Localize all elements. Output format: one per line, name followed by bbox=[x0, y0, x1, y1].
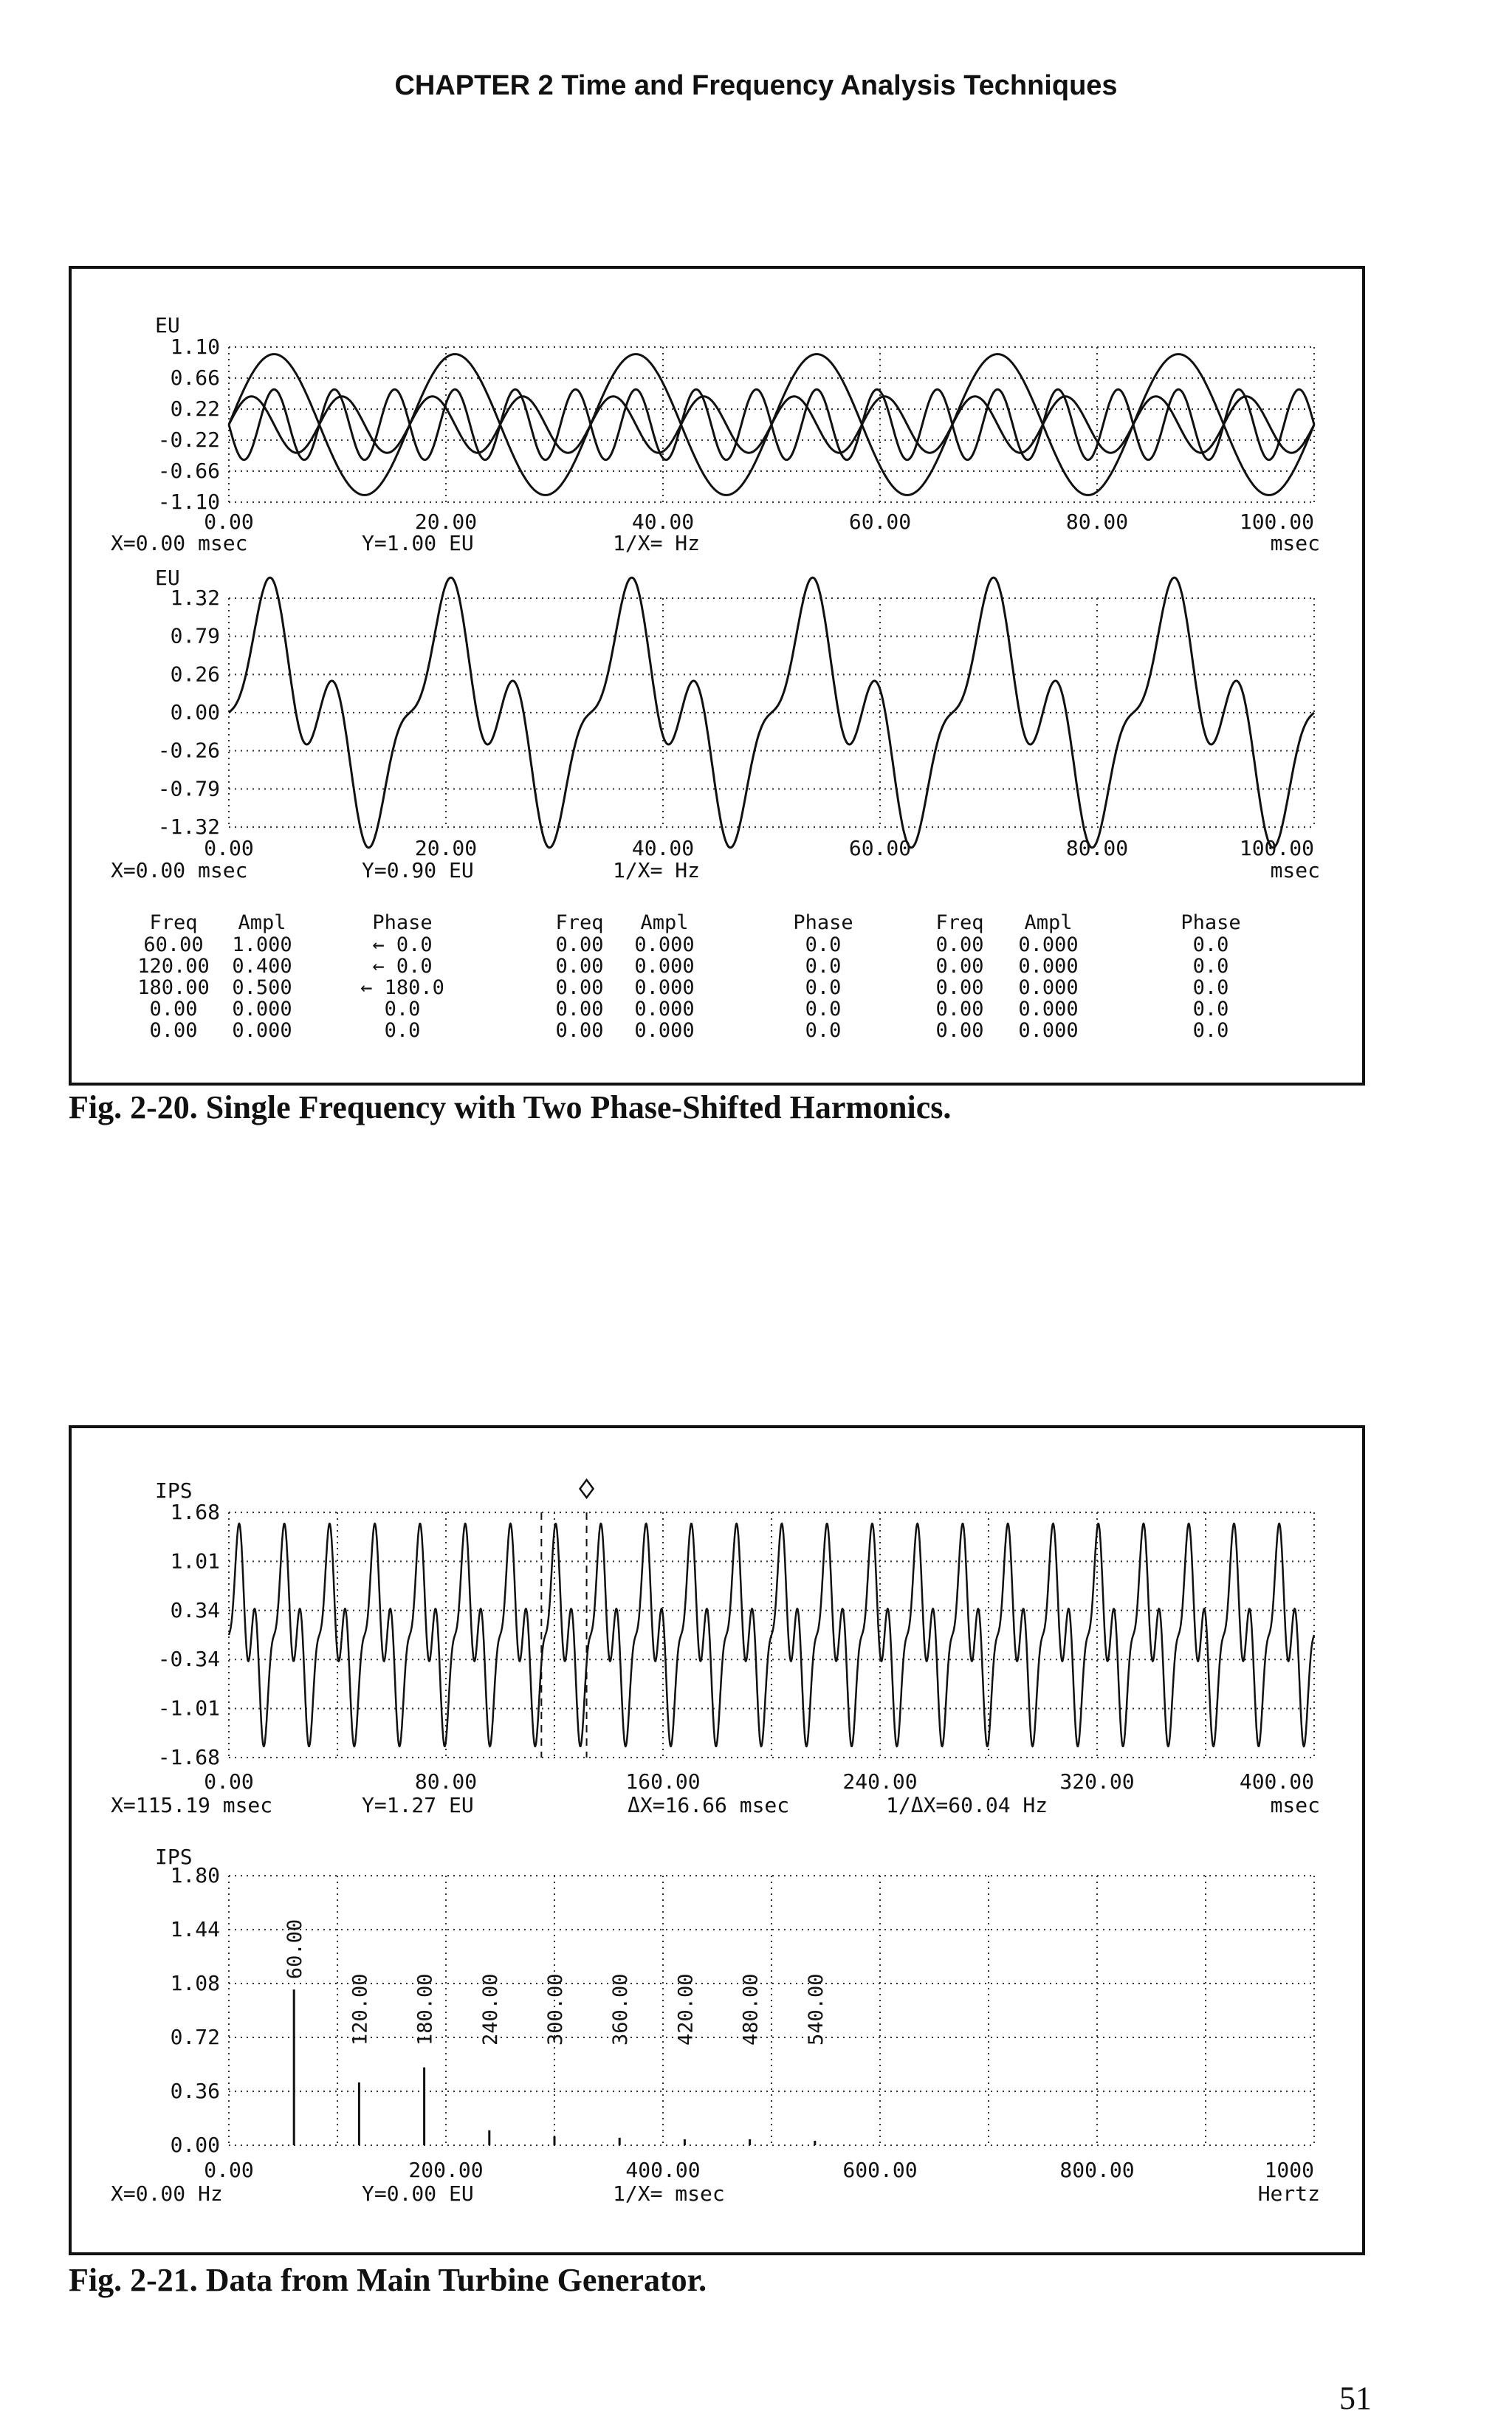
fig21-bottom-peak-label: 60.00 bbox=[284, 1919, 307, 1980]
fig20-top-y-tick-label: -0.22 bbox=[157, 428, 220, 452]
fig20-table-cell: 0.500 bbox=[232, 976, 292, 999]
fig20-bottom-y-tick-label: -1.32 bbox=[157, 815, 220, 839]
fig20-bottom-y-tick-label: 0.26 bbox=[170, 662, 220, 687]
fig20-top-unit-label: EU bbox=[155, 313, 180, 337]
fig21-bottom-y-tick-label: 0.00 bbox=[170, 2133, 220, 2157]
fig20-table-cell: 0.000 bbox=[1018, 998, 1079, 1021]
fig20-table-cell: 0.0 bbox=[805, 976, 842, 999]
fig20-table-cell: 0.00 bbox=[149, 1019, 198, 1042]
fig20-bottom-x-tick-label: 40.00 bbox=[631, 836, 695, 860]
fig21-top-x-tick-label: 80.00 bbox=[414, 1769, 478, 1794]
fig21-top-y-tick-label: 1.68 bbox=[170, 1500, 220, 1524]
fig20-table-cell: 0.00 bbox=[935, 1019, 984, 1042]
fig21-top-x-tick-label: 0.00 bbox=[204, 1769, 254, 1794]
fig20-top-y-tick-label: 0.66 bbox=[170, 366, 220, 390]
fig20-top-x-tick-label: 80.00 bbox=[1065, 510, 1129, 534]
figure-2-20-caption: Fig. 2-20. Single Frequency with Two Phase-Shifted Harmonics. bbox=[69, 1089, 952, 1125]
fig20-table-cell: 0.00 bbox=[935, 998, 984, 1021]
fig21-bottom-unit-label: IPS bbox=[155, 1845, 193, 1869]
fig20-bottom-x-tick-label: 80.00 bbox=[1065, 836, 1129, 860]
fig20-top-x-unit-label: msec bbox=[1270, 531, 1320, 555]
fig21-top-unit-label: IPS bbox=[155, 1478, 193, 1503]
fig20-table-cell: 0.0 bbox=[805, 998, 842, 1021]
fig21-bottom-y-tick-label: 1.44 bbox=[170, 1917, 220, 1941]
fig20-table-cell: ← 0.0 bbox=[372, 955, 433, 978]
fig21-bottom-x-tick-label: 1000 bbox=[1264, 2158, 1314, 2182]
fig20-top-y-tick-label: -0.66 bbox=[157, 459, 220, 483]
fig20-bottom-y-tick-label: 0.79 bbox=[170, 623, 220, 648]
fig20-bottom-y-tick-label: -0.26 bbox=[157, 738, 220, 763]
fig20-table-cell: 0.0 bbox=[384, 998, 421, 1021]
fig21-bottom-peak-label: 240.00 bbox=[478, 1973, 502, 2046]
fig21-bottom-status-text: 1/X= msec bbox=[613, 2181, 725, 2206]
fig20-table-cell: 0.0 bbox=[1192, 976, 1229, 999]
fig20-top-x-tick-label: 40.00 bbox=[631, 510, 695, 534]
fig21-bottom-y-tick-label: 1.80 bbox=[170, 1863, 220, 1888]
fig20-table-cell: 0.000 bbox=[232, 1019, 292, 1042]
fig20-top-x-tick-label: 100.00 bbox=[1239, 510, 1314, 534]
fig21-bottom-peak-label: 300.00 bbox=[544, 1973, 567, 2046]
fig20-table-header-ampl: Ampl bbox=[238, 911, 286, 934]
fig20-table-header-freq: Freq bbox=[555, 911, 604, 934]
fig20-bottom-y-tick-label: -0.79 bbox=[157, 776, 220, 801]
fig21-bottom-status-text: Y=0.00 EU bbox=[362, 2181, 474, 2206]
fig20-table-cell: 0.000 bbox=[634, 1019, 695, 1042]
fig20-top-x-tick-label: 20.00 bbox=[414, 510, 478, 534]
fig20-top-y-tick-label: 0.22 bbox=[170, 397, 220, 421]
fig20-table-cell: 0.000 bbox=[634, 955, 695, 978]
fig20-table-cell: 0.00 bbox=[555, 955, 604, 978]
fig21-top-x-tick-label: 400.00 bbox=[1239, 1769, 1314, 1794]
fig20-table-cell: 0.00 bbox=[555, 976, 604, 999]
fig21-bottom-x-tick-label: 200.00 bbox=[408, 2158, 484, 2182]
fig20-table-cell: 180.00 bbox=[137, 976, 210, 999]
fig21-top-y-tick-label: 0.34 bbox=[170, 1597, 220, 1622]
fig21-bottom-y-tick-label: 0.36 bbox=[170, 2079, 220, 2103]
fig20-table-cell: ← 0.0 bbox=[372, 933, 433, 956]
fig20-top-x-tick-label: 0.00 bbox=[204, 510, 254, 534]
fig20-table-cell: 0.000 bbox=[1018, 976, 1079, 999]
fig21-top-status-text: 1/ΔX=60.04 Hz bbox=[886, 1793, 1048, 1817]
fig21-bottom-x-tick-label: 400.00 bbox=[625, 2158, 701, 2182]
fig20-bottom-x-tick-label: 0.00 bbox=[204, 836, 254, 860]
fig21-bottom-peak-label: 540.00 bbox=[804, 1973, 828, 2046]
fig20-table-header-ampl: Ampl bbox=[1024, 911, 1073, 934]
fig20-table-cell: 0.00 bbox=[935, 933, 984, 956]
fig21-top-y-tick-label: 1.01 bbox=[170, 1549, 220, 1574]
fig20-table-cell: 0.00 bbox=[149, 998, 198, 1021]
fig20-top-x-tick-label: 60.00 bbox=[848, 510, 912, 534]
fig21-top-status-text: ΔX=16.66 msec bbox=[628, 1793, 790, 1817]
fig20-top-y-tick-label: 1.10 bbox=[170, 335, 220, 359]
fig21-bottom-peak-label: 360.00 bbox=[609, 1973, 633, 2046]
fig20-table-cell: 0.000 bbox=[232, 998, 292, 1021]
fig20-table-cell: 120.00 bbox=[137, 955, 210, 978]
fig21-bottom-x-tick-label: 0.00 bbox=[204, 2158, 254, 2182]
fig20-table-cell: 0.000 bbox=[1018, 933, 1079, 956]
fig20-table-cell: 0.000 bbox=[1018, 1019, 1079, 1042]
fig20-table-cell: 0.000 bbox=[634, 976, 695, 999]
fig20-bottom-status-text: 1/X= Hz bbox=[613, 858, 701, 882]
fig20-table-cell: 0.00 bbox=[935, 955, 984, 978]
fig20-bottom-x-unit-label: msec bbox=[1270, 858, 1320, 882]
fig21-top-y-tick-label: -1.01 bbox=[157, 1696, 220, 1721]
fig20-table-cell: 0.0 bbox=[1192, 1019, 1229, 1042]
fig20-table-header-phase: Phase bbox=[1181, 911, 1241, 934]
fig21-top-signal-line bbox=[229, 1523, 1314, 1746]
fig20-top-status-text: X=0.00 msec bbox=[111, 531, 248, 555]
fig20-bottom-unit-label: EU bbox=[155, 566, 180, 590]
fig21-top-y-tick-label: -1.68 bbox=[157, 1745, 220, 1769]
fig21-bottom-x-unit-label: Hertz bbox=[1257, 2181, 1320, 2206]
fig21-bottom-y-tick-label: 0.72 bbox=[170, 2025, 220, 2049]
fig21-cursor-marker-icon bbox=[580, 1480, 594, 1498]
fig20-table-cell: 1.000 bbox=[232, 933, 292, 956]
fig20-top-status-text: 1/X= Hz bbox=[613, 531, 701, 555]
fig21-bottom-y-tick-label: 1.08 bbox=[170, 1971, 220, 1995]
fig21-bottom-peak-label: 120.00 bbox=[348, 1973, 372, 2046]
fig21-bottom-peak-label: 420.00 bbox=[674, 1973, 698, 2046]
fig20-bottom-x-tick-label: 100.00 bbox=[1239, 836, 1314, 860]
fig21-top-status-text: X=115.19 msec bbox=[111, 1793, 273, 1817]
fig20-top-series-3-line bbox=[229, 389, 1314, 459]
fig21-top-x-tick-label: 160.00 bbox=[625, 1769, 701, 1794]
fig20-table-cell: 0.0 bbox=[1192, 933, 1229, 956]
fig20-top-status-text: Y=1.00 EU bbox=[362, 531, 474, 555]
fig21-top-x-tick-label: 240.00 bbox=[842, 1769, 918, 1794]
fig20-bottom-y-tick-label: 0.00 bbox=[170, 700, 220, 724]
fig20-bottom-y-tick-label: 1.32 bbox=[170, 586, 220, 610]
fig20-table-cell: 0.000 bbox=[634, 998, 695, 1021]
fig20-table-cell: 60.00 bbox=[143, 933, 204, 956]
fig20-table-cell: 0.0 bbox=[1192, 955, 1229, 978]
fig20-table-header-ampl: Ampl bbox=[640, 911, 689, 934]
fig21-top-x-unit-label: msec bbox=[1270, 1793, 1320, 1817]
fig20-table-header-phase: Phase bbox=[372, 911, 433, 934]
fig20-table-cell: 0.00 bbox=[935, 976, 984, 999]
fig21-bottom-x-tick-label: 800.00 bbox=[1059, 2158, 1135, 2182]
fig21-bottom-peak-label: 180.00 bbox=[413, 1973, 437, 2046]
fig21-top-y-tick-label: -0.34 bbox=[157, 1647, 220, 1672]
fig21-bottom-peak-label: 480.00 bbox=[739, 1973, 763, 2046]
fig20-bottom-status-text: Y=0.90 EU bbox=[362, 858, 474, 882]
fig20-table-cell: 0.0 bbox=[1192, 998, 1229, 1021]
fig20-table-cell: 0.0 bbox=[384, 1019, 421, 1042]
fig20-table-header-phase: Phase bbox=[793, 911, 853, 934]
fig20-table-cell: 0.0 bbox=[805, 933, 842, 956]
fig20-table-cell: 0.00 bbox=[555, 998, 604, 1021]
fig20-table-cell: 0.400 bbox=[232, 955, 292, 978]
figure-2-21-caption: Fig. 2-21. Data from Main Turbine Generator. bbox=[69, 2262, 707, 2298]
fig20-bottom-status-text: X=0.00 msec bbox=[111, 858, 248, 882]
fig20-table-cell: 0.0 bbox=[805, 955, 842, 978]
fig20-table-header-freq: Freq bbox=[149, 911, 198, 934]
fig21-top-status-text: Y=1.27 EU bbox=[362, 1793, 474, 1817]
chapter-header: CHAPTER 2 Time and Frequency Analysis Techniques bbox=[394, 70, 1118, 101]
fig21-bottom-x-tick-label: 600.00 bbox=[842, 2158, 918, 2182]
fig21-bottom-status-text: X=0.00 Hz bbox=[111, 2181, 223, 2206]
fig20-table-cell: 0.000 bbox=[1018, 955, 1079, 978]
fig20-table-cell: ← 180.0 bbox=[360, 976, 444, 999]
fig20-table-cell: 0.00 bbox=[555, 1019, 604, 1042]
fig20-table-header-freq: Freq bbox=[935, 911, 984, 934]
fig20-table-cell: 0.00 bbox=[555, 933, 604, 956]
fig20-table-cell: 0.000 bbox=[634, 933, 695, 956]
fig21-top-x-tick-label: 320.00 bbox=[1059, 1769, 1135, 1794]
page-number: 51 bbox=[1339, 2380, 1372, 2416]
fig20-bottom-x-tick-label: 60.00 bbox=[848, 836, 912, 860]
fig20-top-y-tick-label: -1.10 bbox=[157, 490, 220, 514]
fig20-table-cell: 0.0 bbox=[805, 1019, 842, 1042]
fig20-bottom-x-tick-label: 20.00 bbox=[414, 836, 478, 860]
